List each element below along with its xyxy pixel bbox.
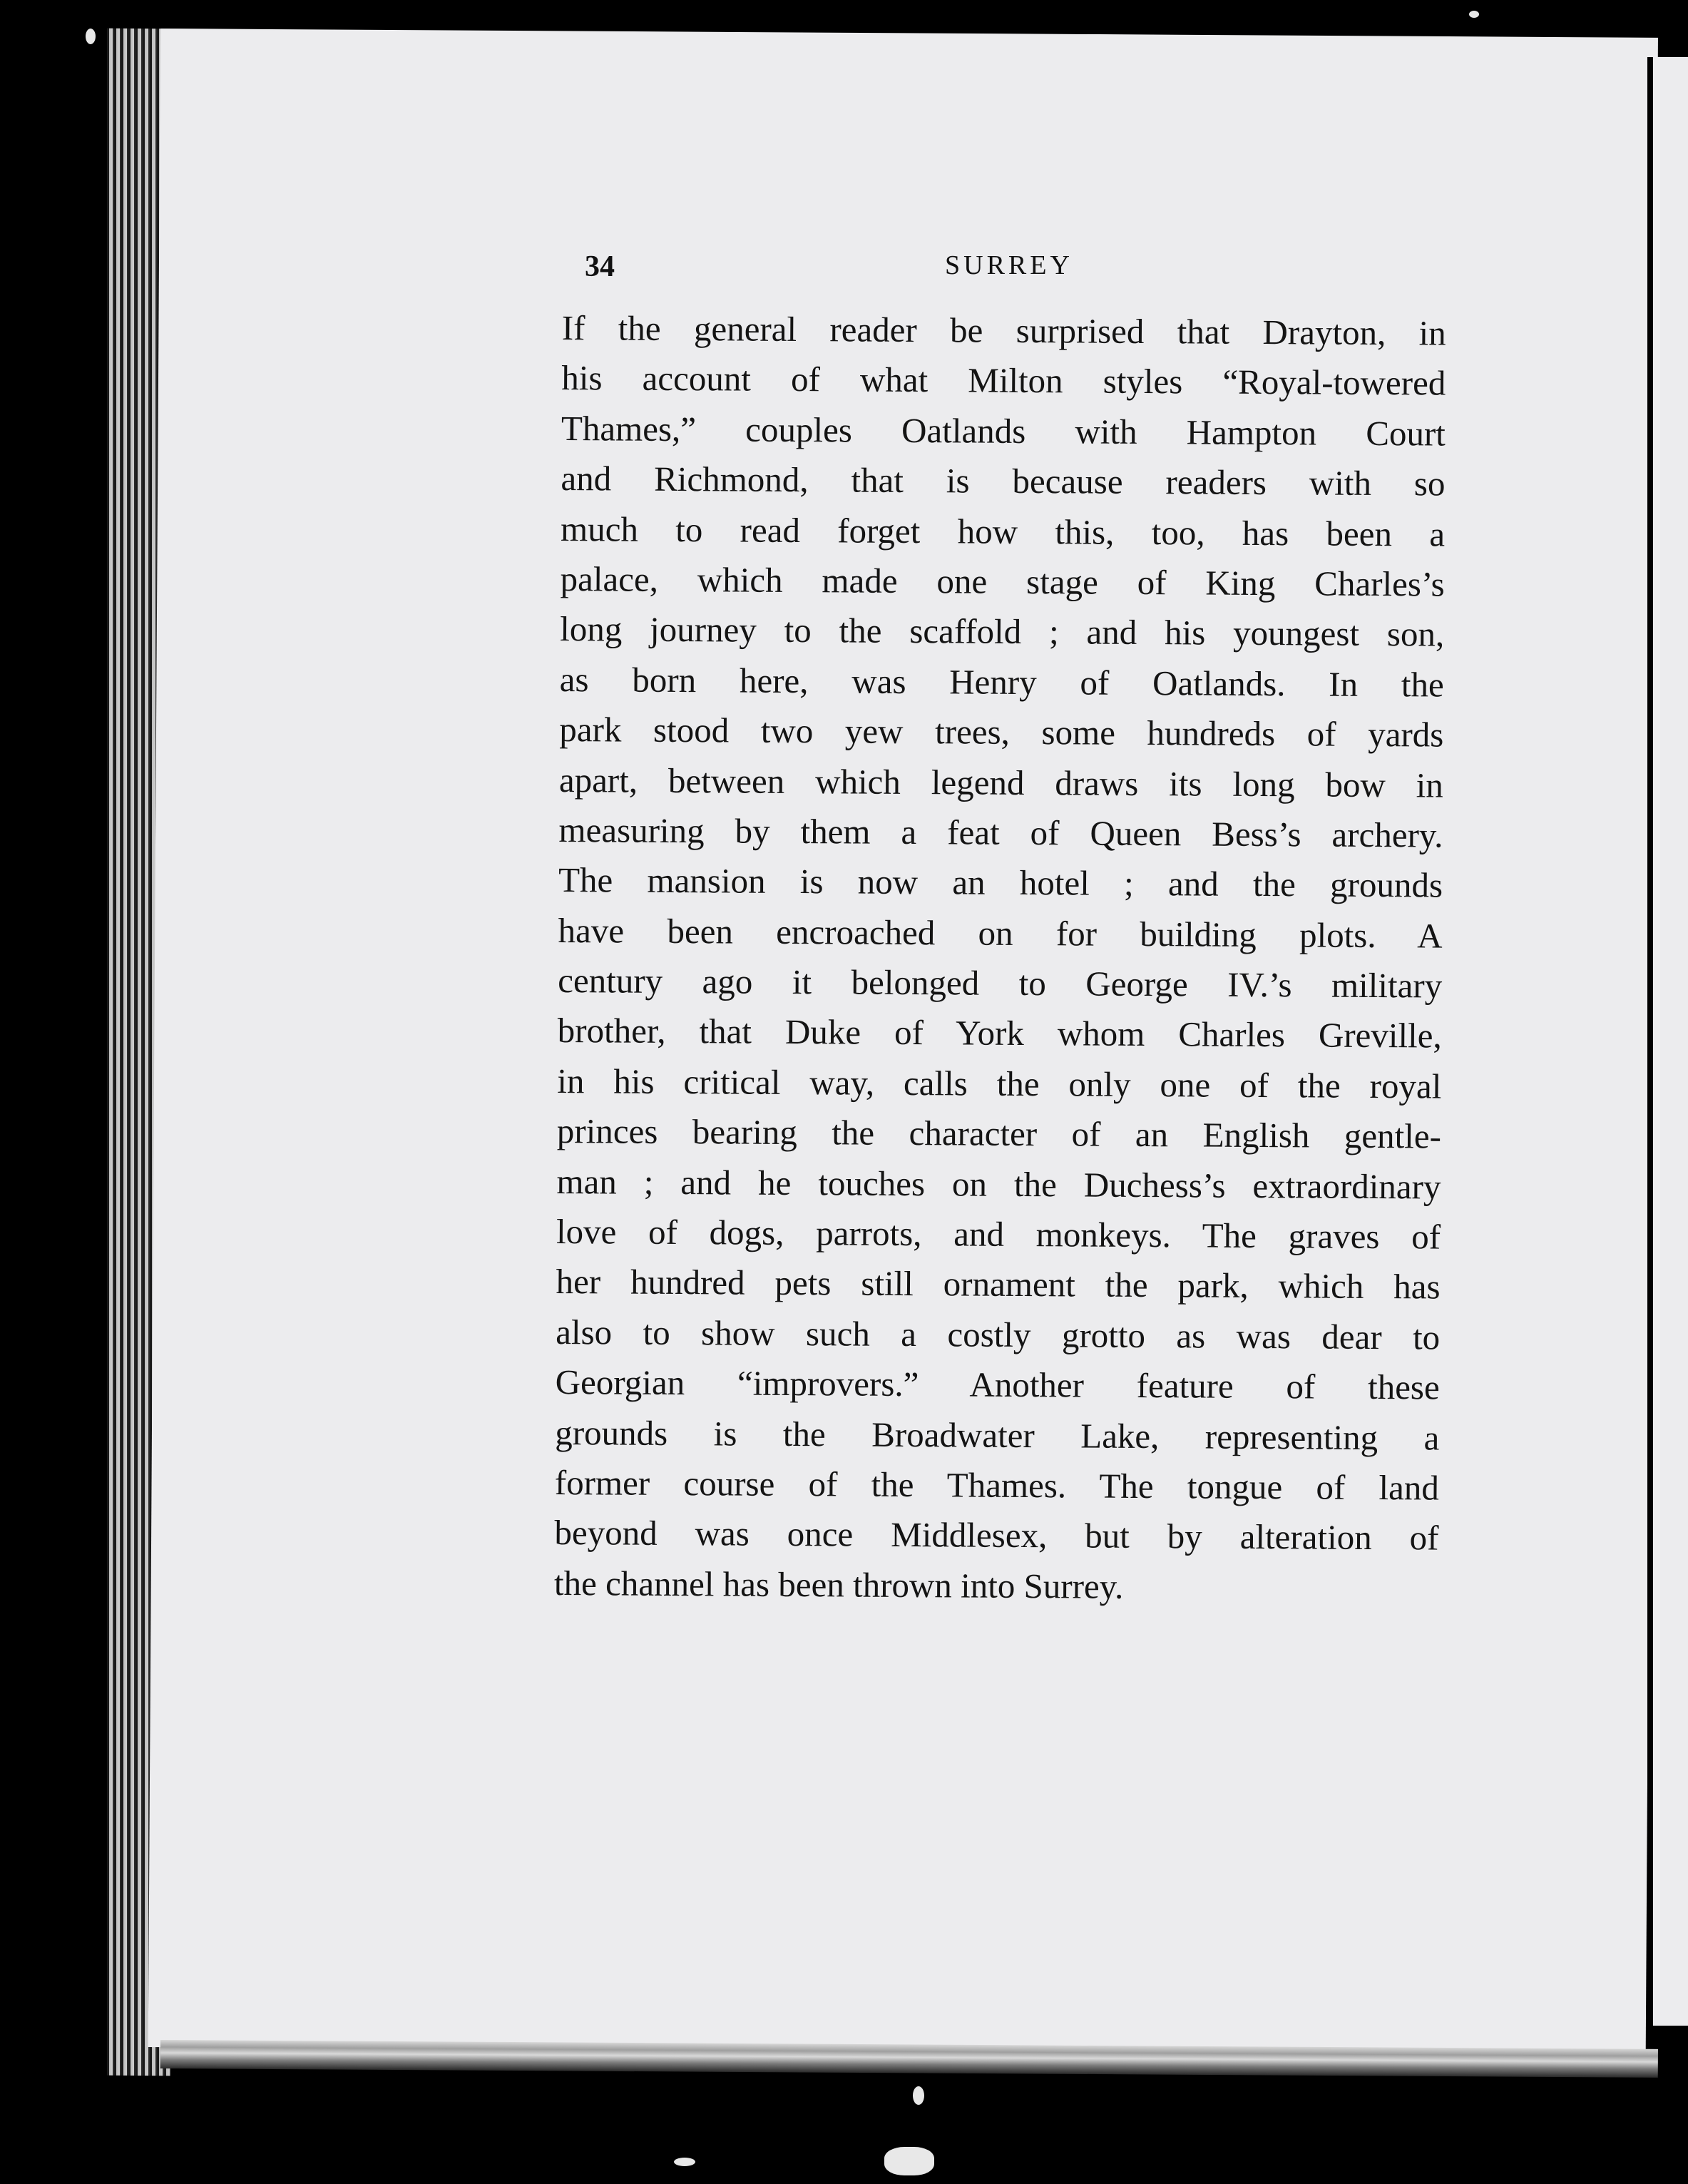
scan-speck — [674, 2158, 695, 2166]
text-line: The mansion is now an hotel ; and the grounds — [558, 860, 1443, 905]
text-line: much to read forget how this, too, has been a — [560, 509, 1446, 554]
text-line: beyond was once Middlesex, but by alteration of — [554, 1513, 1439, 1558]
gutter-shadow — [1647, 57, 1653, 2026]
text-line: and Richmond, that is because readers with so — [561, 459, 1446, 504]
text-line: as born here, was Henry of Oatlands. In the — [559, 659, 1444, 705]
text-line: apart, between which legend draws its long bow in — [558, 760, 1444, 805]
scan-speck — [913, 2086, 924, 2105]
text-line: his account of what Milton styles “Royal-towered — [561, 358, 1446, 403]
scan-speck — [884, 2147, 934, 2175]
text-line: palace, which made one stage of King Charles’s — [560, 558, 1445, 604]
text-line: grounds is the Broadwater Lake, representing a — [555, 1412, 1440, 1458]
scan-speck — [86, 29, 96, 44]
text-line: long journey to the scaffold ; and his youngest son, — [560, 609, 1445, 654]
text-line: Georgian “improvers.” Another feature of these — [555, 1362, 1440, 1407]
text-line: park stood two yew trees, some hundreds of yards — [559, 710, 1444, 755]
text-line: If the general reader be surprised that Drayton, in — [561, 307, 1446, 353]
body-paragraph — [554, 303, 1446, 1614]
text-line: brother, that Duke of York whom Charles Greville, — [557, 1011, 1442, 1056]
text-line: also to show such a costly grotto as was dear to — [556, 1312, 1441, 1357]
running-head: SURREY — [945, 250, 1073, 280]
text-line: her hundred pets still ornament the park, which has — [556, 1262, 1441, 1307]
text-line: have been encroached on for building plots. A — [558, 910, 1443, 956]
page-number: 34 — [585, 250, 615, 283]
text-line: century ago it belonged to George IV.’s military — [558, 961, 1443, 1006]
page-header — [585, 250, 1448, 292]
text-line: princes bearing the character of an English gentle- — [556, 1111, 1442, 1156]
text-line: Thames,” couples Oatlands with Hampton Court — [561, 408, 1446, 454]
scan-speck — [1469, 11, 1479, 18]
text-line: man ; and he touches on the Duchess’s extraordinary — [556, 1161, 1441, 1207]
text-line: the channel has been thrown into Surrey. — [553, 1563, 1124, 1606]
facing-page-edge — [1653, 57, 1688, 2026]
text-line: love of dogs, parrots, and monkeys. The graves of — [556, 1212, 1441, 1257]
text-line: measuring by them a feat of Queen Bess’s archery. — [558, 810, 1443, 855]
text-line: in his critical way, calls the only one of the royal — [557, 1061, 1442, 1106]
text-line: former course of the Thames. The tongue of land — [554, 1462, 1440, 1508]
